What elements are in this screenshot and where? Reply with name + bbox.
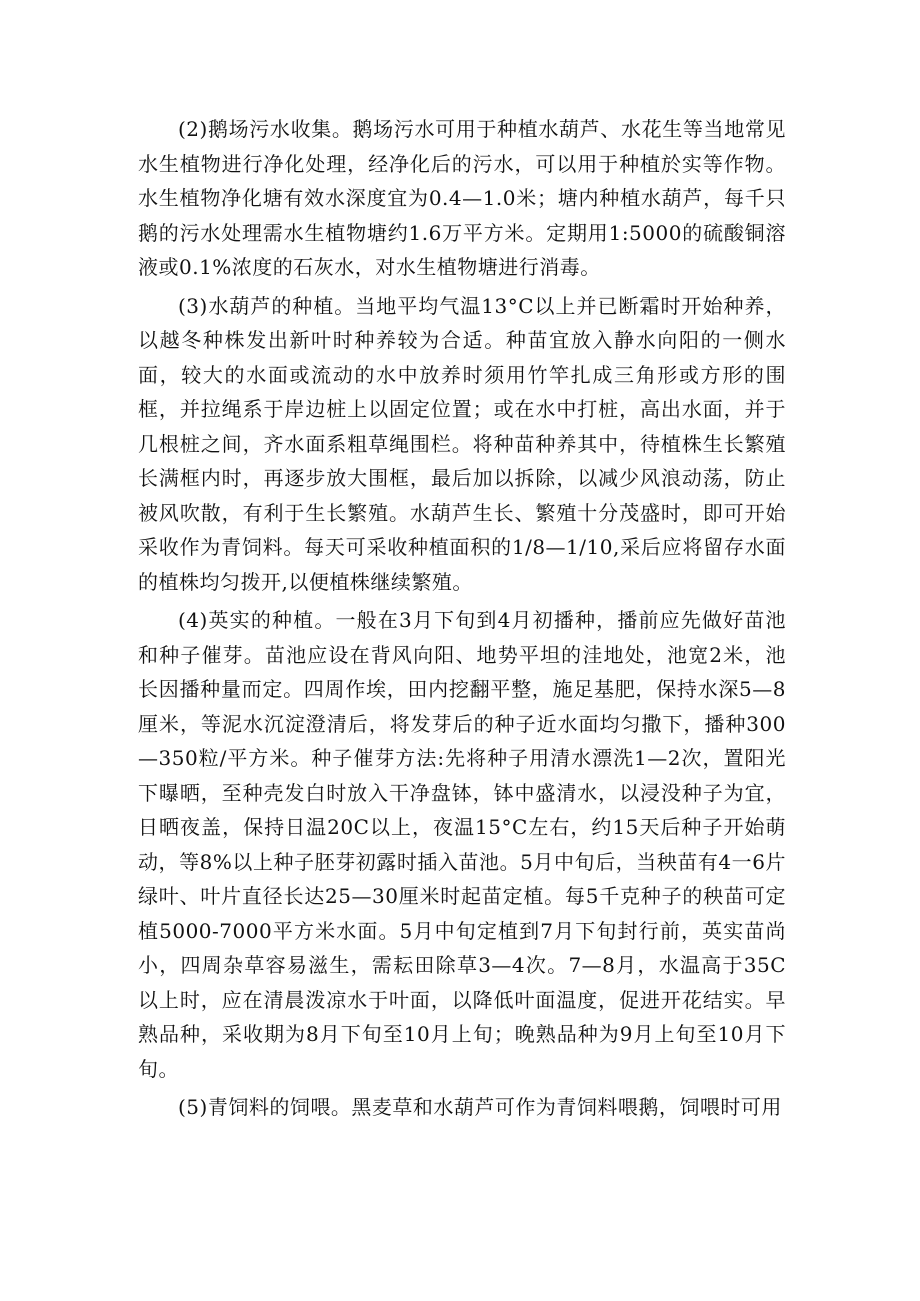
document-page: [138, 112, 786, 1125]
paragraph-green-feed-feeding: (5)青饲料的饲喂。黑麦草和水葫芦可作为青饲料喂鹅，饲喂时可用: [178, 1095, 782, 1119]
paragraph-euryale-planting: (4)英实的种植。一般在3月下旬到4月初播种，播前应先做好苗池和种子催芽。苗池应设在背风向阳、地势平坦的洼地处，池宽2米，池长因播种量而定。四周作埃，田内挖翻平整，施足基肥，保持水深5—8厘米，等泥水沉淀澄清后，将发芽后的种子近水面均匀撒下，播种300—350粒/平方米。种子催芽方法:先将种子用清水漂洗1—2次，置阳光下曝晒，至种壳发白时放入干净盘钵，钵中盛清水，以浸没种子为宜，日晒夜盖，保持日温20C以上，夜温15°C左右，约15天后种子开始萌动，等8%以上种子胚芽初露时插入苗池。5月中旬后，当秧苗有4一6片绿叶、叶片直径长达25—30厘米时起苗定植。每5千克种子的秧苗可定植5000-7000平方米水面。5月中旬定植到7月下旬封行前，英实苗尚小，四周杂草容易滋生，需耘田除草3—4次。7—8月，水温高于35C以上时，应在清晨泼凉水于叶面，以降低叶面温度，促进开花结实。早熟品种，采收期为8月下旬至10月上旬；晚熟品种为9月上旬至10月下旬。: [138, 608, 786, 1081]
paragraph-sewage-collection: (2)鹅场污水收集。鹅场污水可用于种植水葫芦、水花生等当地常见水生植物进行净化处理，经净化后的污水，可以用于种植於实等作物。水生植物净化塘有效水深度宜为0.4—1.0米；塘内种植水葫芦，每千只鹅的污水处理需水生植物塘约1.6万平方米。定期用1:5000的硫酸铜溶液或0.1%浓度的石灰水，对水生植物塘进行消毒。: [138, 117, 786, 279]
paragraph-water-hyacinth-planting: (3)水葫芦的种植。当地平均气温13°C以上并已断霜时开始种养，以越冬种株发出新叶时种养较为合适。种苗宜放入静水向阳的一侧水面，较大的水面或流动的水中放养时须用竹竿扎成三角形或方形的围框，并拉绳系于岸边桩上以固定位置；或在水中打桩，高出水面，并于几根桩之间，齐水面系粗草绳围栏。将种苗种养其中，待植株生长繁殖长满框内时，再逐步放大围框，最后加以拆除，以减少风浪动荡，防止被风吹散，有利于生长繁殖。水葫芦生长、繁殖十分茂盛时，即可开始采收作为青饲料。每天可采收种植面积的1/8—1/10,采后应将留存水面的植株均匀拨开,以便植株继续繁殖。: [138, 293, 786, 594]
